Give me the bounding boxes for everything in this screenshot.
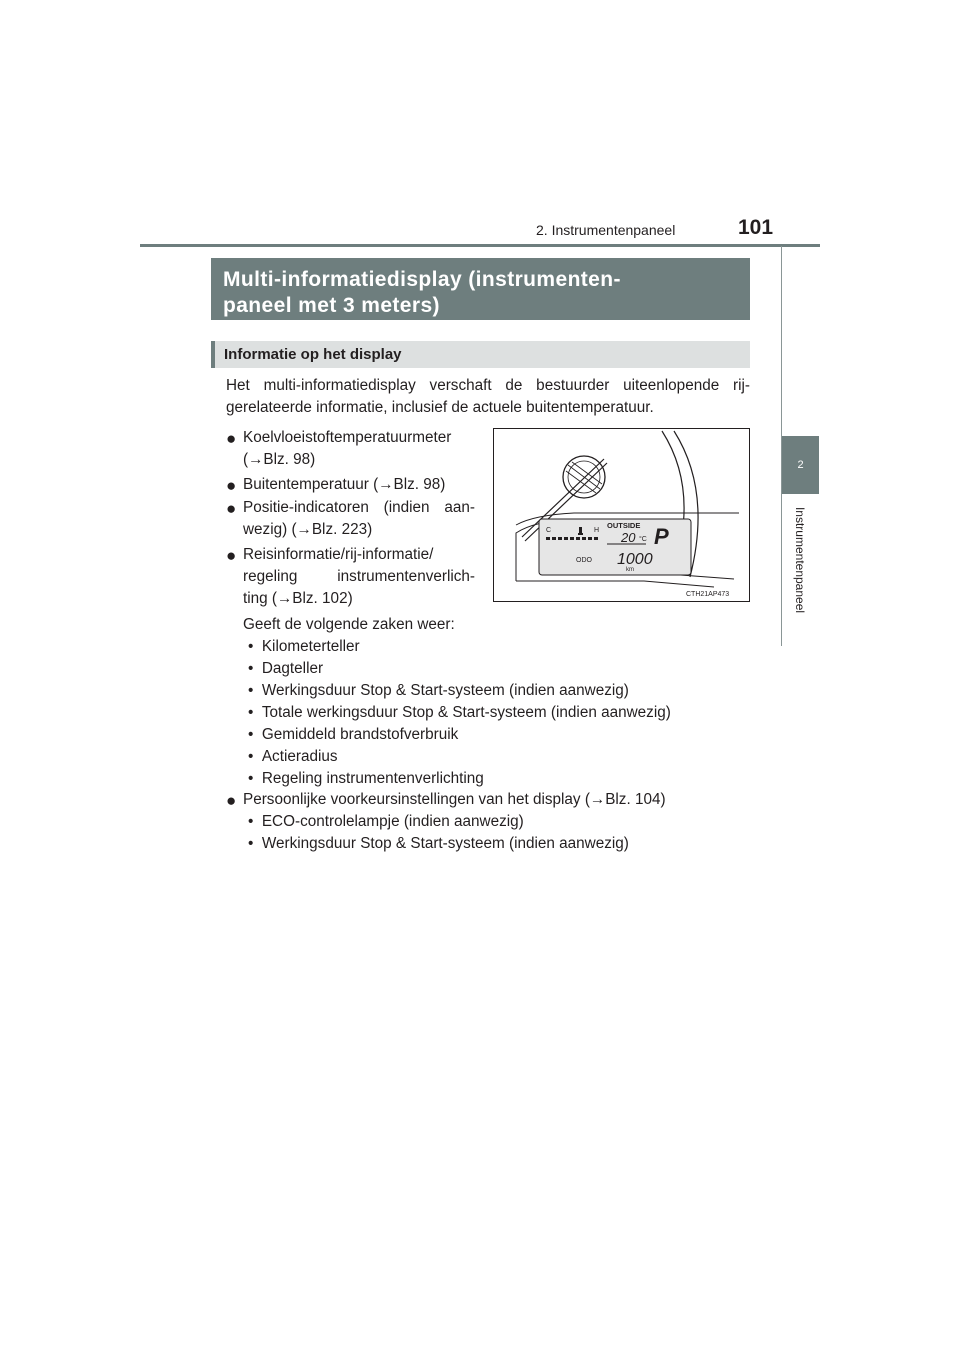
list-item: • Werkingsduur Stop & Start-systeem (indien aanwezig) <box>248 682 629 699</box>
bullet-dot-1: ● <box>226 429 237 448</box>
bullet-4-line3: ting (→Blz. 102) <box>243 590 353 607</box>
intro-line2: gerelateerde informatie, inclusief de actuele buitentemperatuur. <box>226 399 654 416</box>
cluster-illustration <box>494 429 749 601</box>
list-item: • Gemiddeld brandstofverbruik <box>248 726 459 743</box>
label-outside: OUTSIDE <box>607 521 641 530</box>
odometer-unit: km <box>626 567 634 573</box>
bullet-4-line1: Reisinformatie/rij-informatie/ <box>243 546 434 563</box>
bullet-dot-3: ● <box>226 499 237 518</box>
bullet-dot-5: ● <box>226 791 237 810</box>
section-title <box>211 258 750 320</box>
bullet-4 <box>243 544 475 610</box>
temperature-value: 20 <box>621 530 636 545</box>
bullet-dot-2: ● <box>226 476 237 495</box>
chapter-tab-label: Instrumentenpaneel <box>793 506 807 614</box>
figure-code: CTH21AP473 <box>686 591 730 598</box>
section-title-line2: paneel met 3 meters) <box>223 294 440 317</box>
subheading: Informatie op het display <box>224 346 402 363</box>
list-item: • Werkingsduur Stop & Start-systeem (indien aanwezig) <box>248 835 629 852</box>
list-item: • Regeling instrumentenverlichting <box>248 770 484 787</box>
bullet-3-line1: Positie-indicatoren (indien aan- <box>243 499 475 516</box>
label-c: C <box>546 527 552 534</box>
label-odo: ODO <box>576 557 592 564</box>
list-item: • ECO-controlelampje (indien aanwezig) <box>248 813 524 830</box>
list-item: • Totale werkingsduur Stop & Start-systeem (indien aanwezig) <box>248 704 671 721</box>
odometer-value: 1000 <box>617 551 653 568</box>
subheading-bar <box>211 341 215 368</box>
header-rule <box>140 244 820 247</box>
chapter-header: 2. Instrumentenpaneel <box>536 222 676 238</box>
chapter-tab: 2 <box>782 436 819 494</box>
bullet-dot-4: ● <box>226 546 237 565</box>
section-title-line1: Multi-informatiedisplay (instrumenten- <box>223 268 621 291</box>
list-item: • Dagteller <box>248 660 324 677</box>
bullet-1-line2: (→Blz. 98) <box>243 451 316 468</box>
bullet-5: Persoonlijke voorkeursinstellingen van het display (→Blz. 104) <box>243 791 666 808</box>
display-items-list <box>248 636 671 790</box>
temperature-unit: °C <box>639 536 647 543</box>
bullet-3-line2: wezig) (→Blz. 223) <box>243 521 373 538</box>
displays-intro: Geeft de volgende zaken weer: <box>243 616 455 633</box>
label-h: H <box>594 527 600 534</box>
bullet-2-line1: Buitentemperatuur (→Blz. 98) <box>243 476 446 493</box>
list-item: • Kilometerteller <box>248 638 360 655</box>
bullet-3 <box>243 497 475 541</box>
list-item: • Actieradius <box>248 748 338 765</box>
page-number: 101 <box>738 216 774 239</box>
bullet-4-line2: regeling instrumentenverlich- <box>243 568 475 585</box>
intro-line1: Het multi-informatiedisplay verschaft de bestuurder uiteenlopende rij- <box>226 377 750 394</box>
instrument-cluster-figure <box>493 428 750 602</box>
bullet-1-line1: Koelvloeistoftemperatuurmeter <box>243 429 452 446</box>
bullet-5-list <box>248 811 629 855</box>
subheading-box <box>211 341 750 368</box>
bullet-2 <box>243 474 475 496</box>
intro-paragraph <box>226 375 750 419</box>
bullet-1 <box>243 427 475 471</box>
gear-indicator: P <box>654 524 669 549</box>
